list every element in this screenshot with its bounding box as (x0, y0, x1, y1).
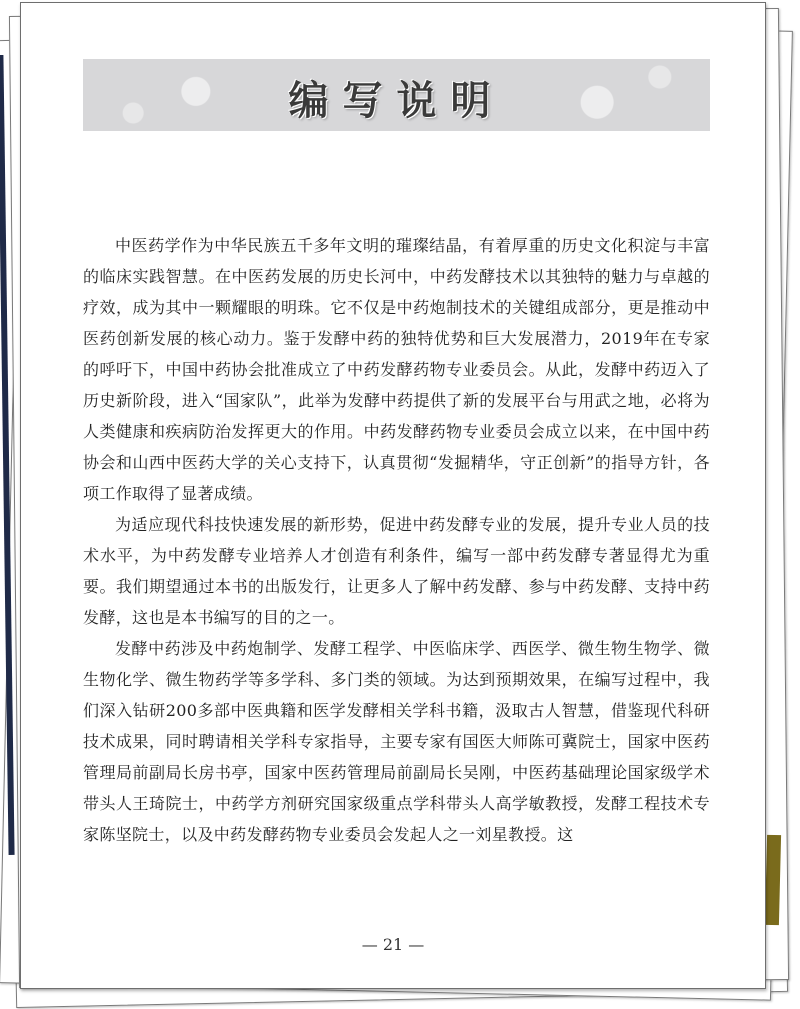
page-number: — 21 — (361, 935, 425, 954)
cover-edge-right (765, 835, 781, 925)
paragraph: 为适应现代科技快速发展的新形势，促进中药发酵专业的发展，提升专业人员的技术水平，为中药发酵专业培养人才创造有利条件，编写一部中药发酵专著显得尤为重要。我们期望通过本书的出版发行，让更多人了解中药发酵、参与中药发酵、支持中药发酵，这也是本书编写的目的之一。 (83, 515, 710, 627)
paragraph: 发酵中药涉及中药炮制学、发酵工程学、中医临床学、西医学、微生物生物学、微生物化学、微生物药学等多学科、多门类的领域。为达到预期效果，在编写过程中，我们深入钻研200多部中医典籍和医学发酵相关学科书籍，汲取古人智慧，借鉴现代科研技术成果，同时聘请相关学科专家指导，主要专家有国医大师陈可冀院士，国家中医药管理局前副局长房书亭，国家中医药管理局前副局长吴刚，中医药基础理论国家级学术带头人王琦院士，中药学方剂研究国家级重点学科带头人高学敏教授，发酵工程技术专家陈坚院士，以及中药发酵药物专业委员会发起人之一刘星教授。这 (83, 639, 710, 844)
book-page (20, 2, 766, 989)
body-text (83, 230, 710, 850)
page-title: 编写说明 (288, 78, 505, 124)
paragraph: 中医药学作为中华民族五千多年文明的璀璨结晶，有着厚重的历史文化积淀与丰富的临床实践智慧。在中医药发展的历史长河中，中药发酵技术以其独特的魅力与卓越的疗效，成为其中一颗耀眼的明珠。它不仅是中药炮制技术的关键组成部分，更是推动中医药创新发展的核心动力。鉴于发酵中药的独特优势和巨大发展潜力，2019年在专家的呼吁下，中国中药协会批准成立了中药发酵药物专业委员会。从此，发酵中药迈入了历史新阶段，进入“国家队”，此举为发酵中药提供了新的发展平台与用武之地，必将为人类健康和疾病防治发挥更大的作用。中药发酵药物专业委员会成立以来，在中国中药协会和山西中医药大学的关心支持下，认真贯彻“发掘精华，守正创新”的指导方针，各项工作取得了显著成绩。 (83, 236, 710, 503)
title-banner (83, 59, 710, 131)
